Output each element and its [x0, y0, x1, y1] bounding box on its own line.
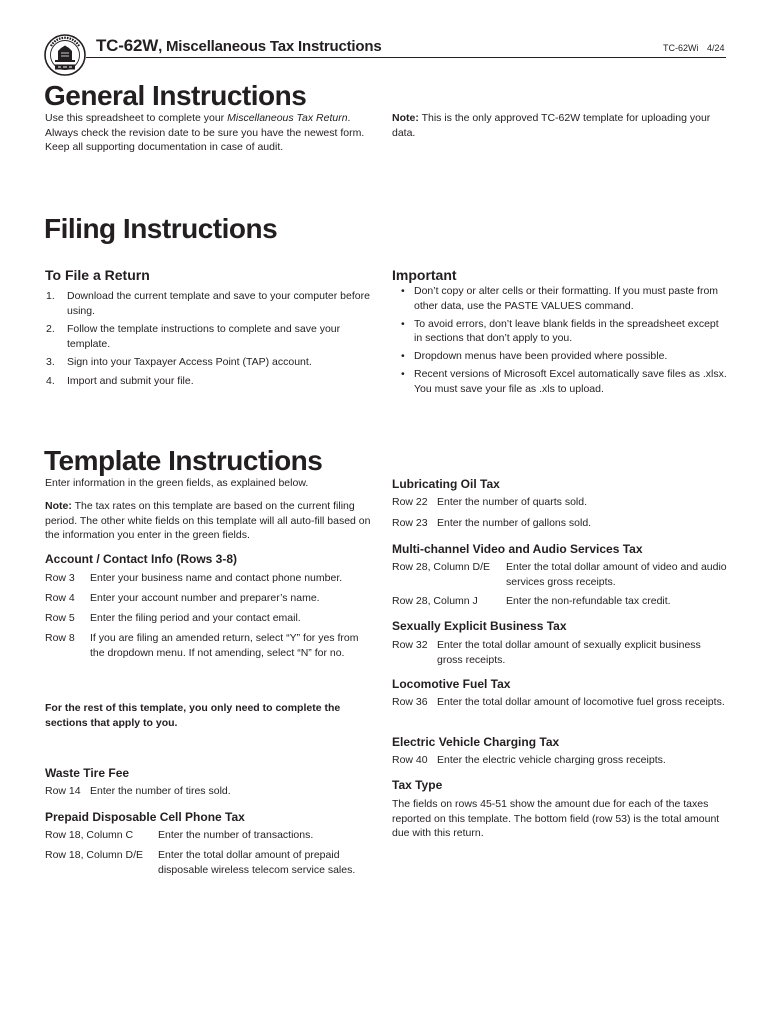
- ev-row-40: Row 40 Enter the electric vehicle charging gross receipts.: [392, 754, 666, 766]
- multichannel-row-28-de: Row 28, Column D/E Enter the total dollar amount of video and audio services gross receipts.: [392, 561, 727, 588]
- header-rule: [86, 57, 726, 58]
- account-contact-heading: Account / Contact Info (Rows 3-8): [45, 552, 237, 566]
- to-file-heading: To File a Return: [45, 267, 150, 283]
- filing-steps-list: [45, 289, 370, 392]
- template-note: Note: The tax rates on this template are based on the current filing period. The other white fields on this template will all auto-fill based on the information you enter in the green fields.: [45, 500, 371, 541]
- waste-tire-heading: Waste Tire Fee: [45, 766, 130, 780]
- general-note: Note: This is the only approved TC-62W template for uploading your data.: [392, 112, 711, 139]
- list-item: • To avoid errors, don’t leave blank fields in the spreadsheet except in sections that don’t apply to you.: [401, 317, 719, 344]
- form-code: TC-62W: [96, 36, 159, 55]
- template-intro: Enter information in the green fields, as explained below.: [45, 477, 309, 489]
- account-row-4: Row 4 Enter your account number and preparer’s name.: [45, 592, 320, 604]
- lubricating-row-23: Row 23 Enter the number of gallons sold.: [392, 517, 592, 529]
- multichannel-heading: Multi-channel Video and Audio Services Tax: [392, 542, 643, 556]
- lubricating-oil-heading: Lubricating Oil Tax: [392, 477, 500, 491]
- lubricating-row-22: Row 22 Enter the number of quarts sold.: [392, 496, 587, 508]
- list-item: 2. Follow the template instructions to complete and save your template.: [46, 323, 341, 350]
- account-row-5: Row 5 Enter the filing period and your contact email.: [45, 612, 301, 624]
- sexually-explicit-row-32: Row 32 Enter the total dollar amount of sexually explicit business gross receipts.: [392, 639, 701, 666]
- list-item: 4. Import and submit your file.: [46, 374, 194, 387]
- important-list: [392, 284, 727, 400]
- template-instructions-heading: Template Instructions: [44, 445, 323, 476]
- ev-charging-heading: Electric Vehicle Charging Tax: [392, 735, 560, 749]
- general-intro: Use this spreadsheet to complete your Miscellaneous Tax Return. Always check the revision date to be sure you have the newest form. Keep all supporting documentation in case of audit.: [45, 112, 365, 153]
- account-row-3: Row 3 Enter your business name and contact phone number.: [45, 572, 343, 584]
- prepaid-row-18-c: Row 18, Column C Enter the number of transactions.: [45, 829, 314, 841]
- list-item: • Recent versions of Microsoft Excel automatically save files as .xlsx. You must save your file as .xls to upload.: [401, 368, 727, 395]
- form-id: TC-62Wi: [663, 43, 699, 53]
- list-item: • Don’t copy or alter cells or their formatting. If you must paste from other data, use the PASTE VALUES command.: [401, 285, 719, 312]
- important-heading: Important: [392, 267, 457, 283]
- locomotive-fuel-heading: Locomotive Fuel Tax: [392, 677, 511, 691]
- form-title-text: , Miscellaneous Tax Instructions: [158, 38, 382, 55]
- prepaid-row-18-de: Row 18, Column D/E Enter the total dollar amount of prepaid disposable wireless telecom service sales.: [45, 849, 356, 876]
- list-item: • Dropdown menus have been provided where possible.: [401, 350, 668, 362]
- tax-type-text: The fields on rows 45-51 show the amount due for each of the taxes reported on this template. The bottom field (row 53) is the total amount due with this return.: [392, 798, 720, 839]
- filing-instructions-heading: Filing Instructions: [44, 213, 278, 244]
- waste-tire-row-14: Row 14 Enter the number of tires sold.: [45, 785, 231, 797]
- form-title: [96, 36, 381, 56]
- revision-date: 4/24: [707, 43, 725, 53]
- locomotive-row-36: Row 36 Enter the total dollar amount of locomotive fuel gross receipts.: [392, 696, 725, 708]
- list-item: 1. Download the current template and save to your computer before using.: [46, 290, 370, 317]
- utah-state-seal-icon: [44, 34, 86, 76]
- list-item: 3. Sign into your Taxpayer Access Point (TAP) account.: [46, 356, 312, 368]
- sexually-explicit-heading: Sexually Explicit Business Tax: [392, 619, 567, 633]
- rest-of-template-note: For the rest of this template, you only need to complete the sections that apply to you.: [45, 702, 341, 729]
- tax-type-heading: Tax Type: [392, 778, 443, 792]
- general-instructions-heading: General Instructions: [44, 80, 307, 111]
- account-row-8: Row 8 If you are filing an amended return, select “Y” for yes from the dropdown menu. If not amending, select “N” for no.: [45, 632, 359, 659]
- prepaid-cell-heading: Prepaid Disposable Cell Phone Tax: [45, 810, 245, 824]
- multichannel-row-28-j: Row 28, Column J Enter the non-refundable tax credit.: [392, 595, 671, 607]
